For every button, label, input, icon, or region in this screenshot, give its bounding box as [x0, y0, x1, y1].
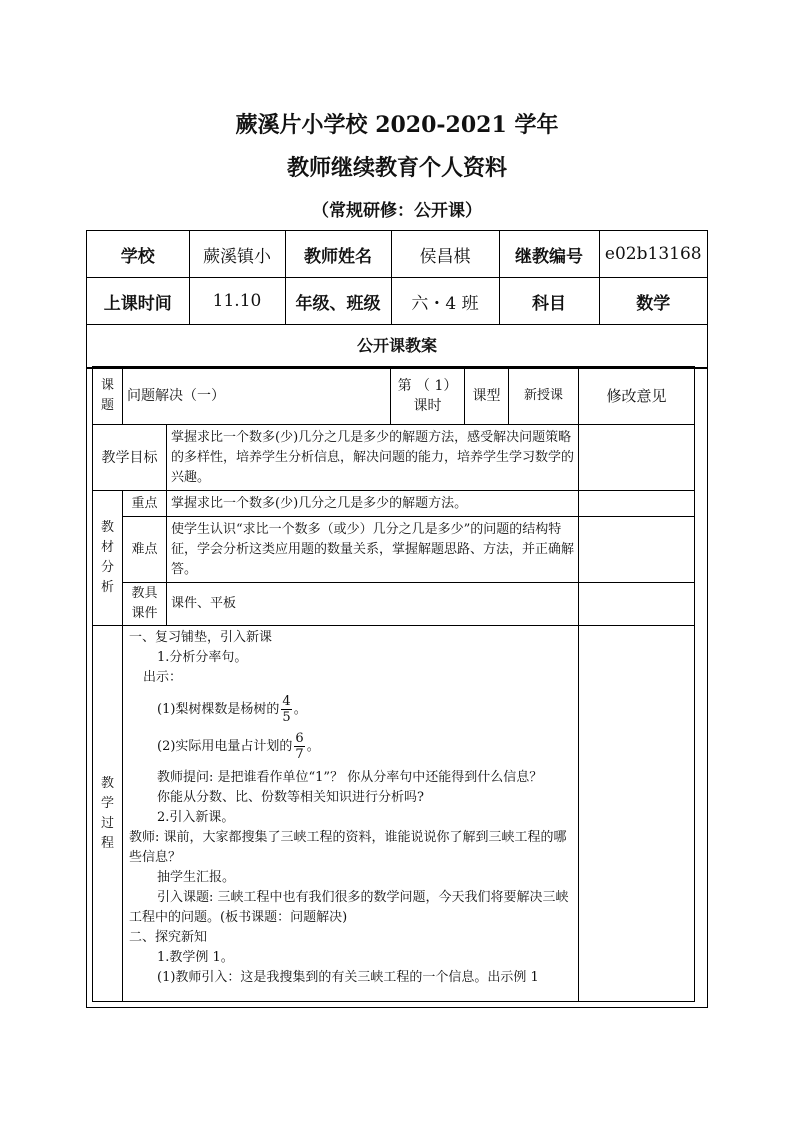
- process-line-fraction: (1)梨树棵数是杨树的 $\frac{4}{5}$ 。: [157, 694, 307, 725]
- value-class: 六・4 班: [391, 278, 499, 325]
- section-title: 公开课教案: [87, 325, 707, 368]
- lesson-plan-table: [92, 366, 695, 1002]
- value-goal: 掌握求比一个数多(少)几分之几是多少的解题方法，感受解决问题策略的多样性，培养学生分析信息，解决问题的能力，培养学生学习数学的兴趣。: [167, 425, 579, 491]
- info-table: [87, 231, 707, 325]
- revise-cell: [579, 491, 695, 517]
- label-teacher: 教师姓名: [285, 231, 391, 278]
- lesson-plan: [92, 366, 695, 1008]
- value-key: 掌握求比一个数多(少)几分之几是多少的解题方法。: [167, 491, 579, 517]
- info-row: [87, 278, 707, 325]
- info-table-frame: [86, 230, 708, 369]
- label-revise: 修改意见: [579, 367, 695, 425]
- value-time: 11.10: [189, 278, 285, 325]
- value-teacher: 侯昌棋: [391, 231, 499, 278]
- process-content: [123, 626, 579, 1002]
- tools-row: [93, 583, 695, 626]
- process-line: 一、复习铺垫，引入新课: [129, 630, 273, 645]
- value-difficulty: 使学生认识“求比一个数多（或少）几分之几是多少”的问题的结构特征，学会分析这类应用题的数量关系，掌握解题思路、方法，并正确解答。: [167, 517, 579, 583]
- label-key: 重点: [123, 491, 167, 517]
- document-subtitle: 教师继续教育个人资料: [286, 155, 507, 181]
- label-tools: 教具课件: [123, 583, 167, 626]
- label-school: 学校: [87, 231, 189, 278]
- value-subject: 数学: [599, 278, 707, 325]
- process-line: 引入课题: 三峡工程中也有我们很多的数学问题，今天我们将要解决三峡工程中的问题。(板书课题：问题解决): [129, 890, 569, 925]
- label-class: 年级、班级: [285, 278, 391, 325]
- revise-cell: [579, 517, 695, 583]
- fraction: $\frac{6}{7}$: [295, 731, 304, 762]
- label-id: 继教编号: [499, 231, 599, 278]
- fraction: $\frac{4}{5}$: [282, 694, 291, 725]
- value-id: e02b13168: [599, 231, 707, 278]
- label-topic: 课题: [93, 367, 123, 425]
- label-subject: 科目: [499, 278, 599, 325]
- process-line: 你能从分数、比、份数等相关知识进行分析吗?: [157, 790, 424, 805]
- value-school: 蕨溪镇小: [189, 231, 285, 278]
- process-line: 教师提问: 是把谁看作单位“1”？ 你从分率句中还能得到什么信息？: [157, 770, 543, 785]
- process-line: 1.教学例 1。: [157, 950, 234, 965]
- info-row: [87, 231, 707, 278]
- value-tools: 课件、平板: [167, 583, 579, 626]
- process-line: (1)教师引入：这是我搜集到的有关三峡工程的一个信息。出示例 1: [157, 970, 539, 985]
- process-line: 二、探究新知: [129, 930, 208, 945]
- topic-row: [93, 367, 695, 425]
- revise-cell: [579, 626, 695, 1002]
- label-type: 课型: [465, 367, 509, 425]
- key-row: [93, 491, 695, 517]
- revise-cell: [579, 425, 695, 491]
- label-period: 第 （ 1） 课时: [391, 367, 465, 425]
- value-type: 新授课: [509, 367, 579, 425]
- document-title: 蕨溪片小学校 2020-2021 学年: [235, 112, 559, 138]
- difficulty-row: [93, 517, 695, 583]
- process-line: 1.分析分率句。: [157, 650, 248, 665]
- process-row: [93, 626, 695, 1002]
- revise-cell: [579, 583, 695, 626]
- label-process: 教学过程: [93, 626, 123, 1002]
- process-line: 出示：: [143, 670, 183, 685]
- process-line: 教师: 课前，大家都搜集了三峡工程的资料，谁能说说你了解到三峡工程的哪些信息？: [129, 830, 567, 865]
- process-line: 抽学生汇报。: [157, 870, 236, 885]
- label-time: 上课时间: [87, 278, 189, 325]
- process-line: 2.引入新课。: [157, 810, 235, 825]
- goal-row: [93, 425, 695, 491]
- process-line-fraction: (2)实际用电量占计划的 $\frac{6}{7}$ 。: [157, 731, 320, 762]
- label-difficulty: 难点: [123, 517, 167, 583]
- label-analysis: 教材分析: [93, 491, 123, 626]
- label-goal: 教学目标: [93, 425, 167, 491]
- document-category: （常规研修：公开课）: [312, 201, 482, 221]
- value-topic: 问题解决（一）: [123, 367, 391, 425]
